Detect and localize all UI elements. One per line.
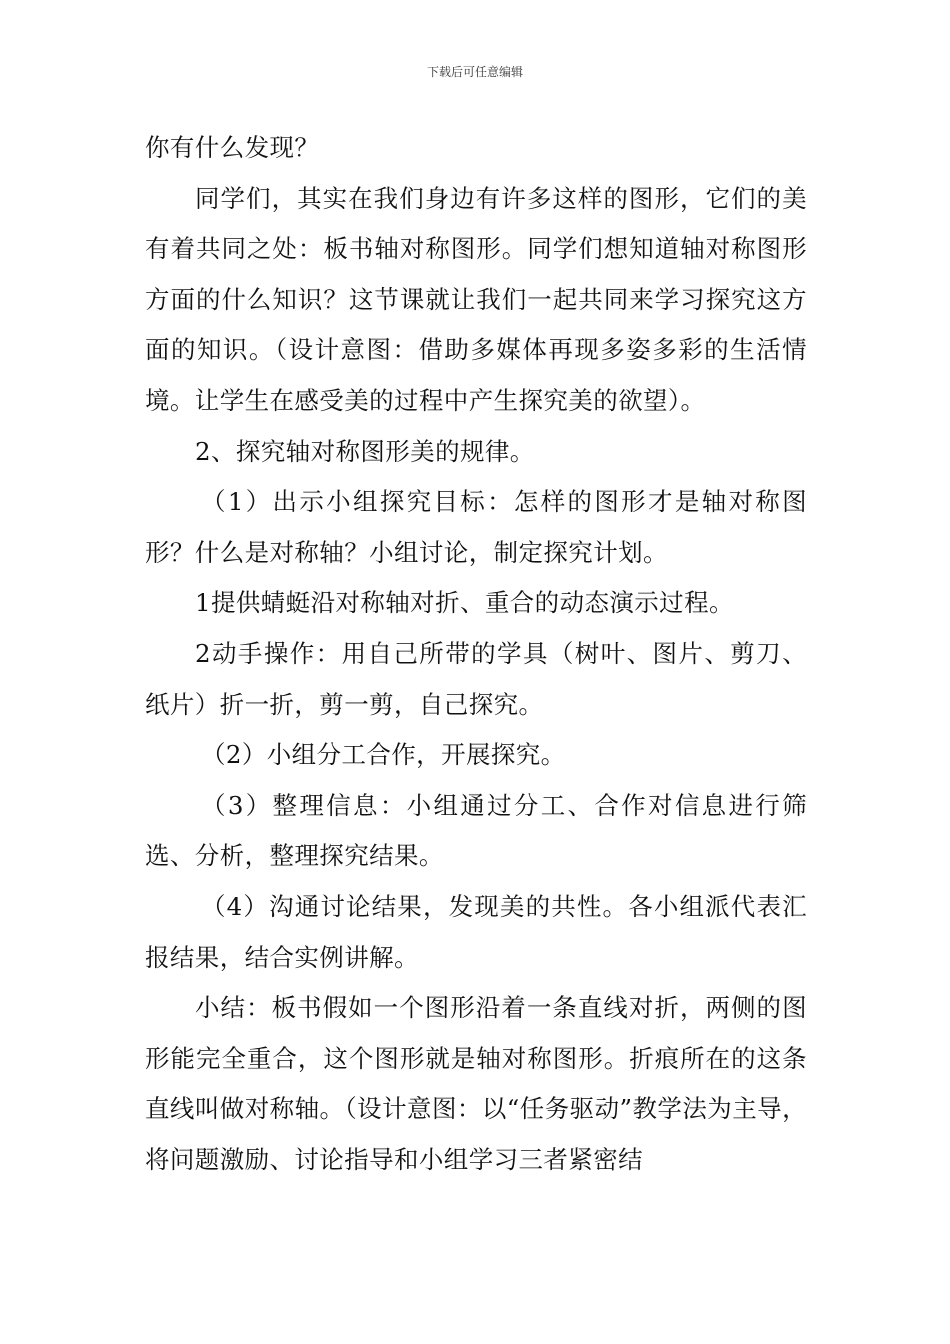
paragraph-intro: 同学们，其实在我们身边有许多这样的图形，它们的美有着共同之处：板书轴对称图形。同学们想知道轴对称图形方面的什么知识？这节课就让我们一起共同来学习探究这方面的知识。（设计意图：借助多媒体再现多姿多彩的生活情境。让学生在感受美的过程中产生探究美的欲望）。 [145, 183, 807, 415]
paragraph-substep-2: 2动手操作：用自己所带的学具（树叶、图片、剪刀、纸片）折一折，剪一剪，自己探究。 [145, 638, 807, 719]
paragraph-continuation: 你有什么发现？ [145, 133, 320, 162]
paragraph-summary: 小结：板书假如一个图形沿着一条直线对折，两侧的图形能完全重合，这个图形就是轴对称图形。折痕所在的这条直线叫做对称轴。（设计意图：以“任务驱动”教学法为主导，将问题激励、讨论指导和小组学习三者紧密结 [145, 993, 807, 1174]
paragraph-step-2: （2）小组分工合作，开展探究。 [201, 740, 566, 770]
document-body [145, 123, 807, 1185]
paragraph-step-4: （4）沟通讨论结果，发现美的共性。各小组派代表汇报结果，结合实例讲解。 [145, 891, 807, 972]
paragraph-step-1: （1）出示小组探究目标：怎样的图形才是轴对称图形？什么是对称轴？小组讨论，制定探究计划。 [145, 487, 807, 567]
paragraph-step-3: （3）整理信息：小组通过分工、合作对信息进行筛选、分析，整理探究结果。 [145, 790, 807, 871]
paragraph-section-heading: 2、探究轴对称图形美的规律。 [195, 436, 535, 466]
paragraph-substep-1: 1提供蜻蜓沿对称轴对折、重合的动态演示过程。 [195, 588, 734, 618]
page-header-note: 下载后可任意编辑 [426, 65, 523, 79]
